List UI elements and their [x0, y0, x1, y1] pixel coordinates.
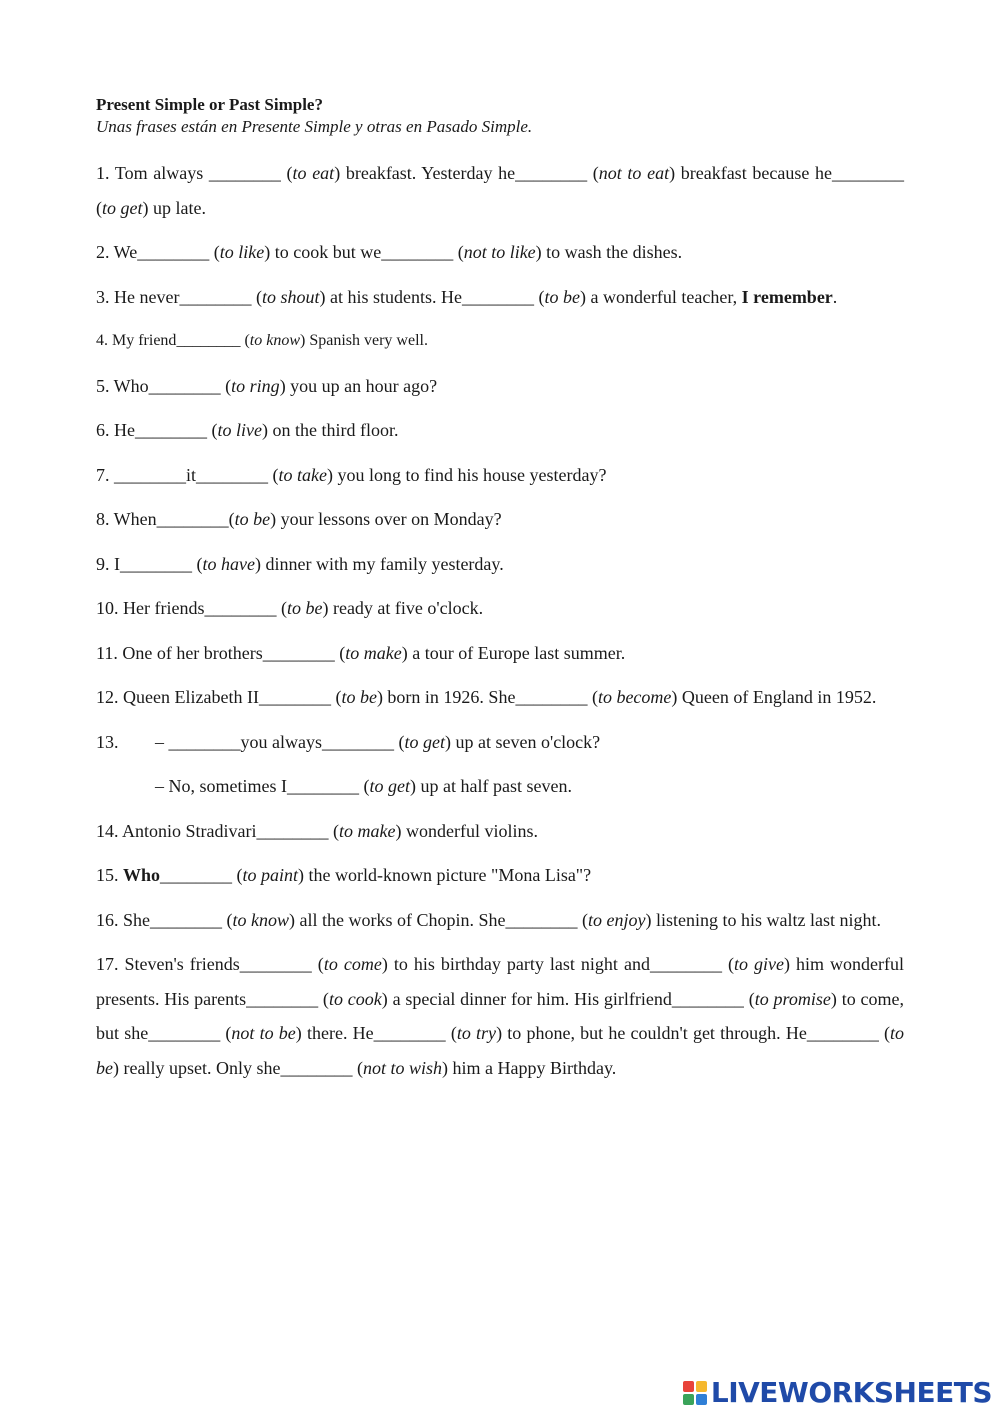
exercise-10: 10. Her friends________ (to be) ready at five o'clock.: [96, 598, 484, 618]
verb-hint: to know: [249, 332, 300, 349]
verb-hint: to promise: [754, 988, 831, 1009]
verb-hint: to enjoy: [587, 909, 646, 930]
logo-text: LIVEWORKSHEETS: [710, 1376, 992, 1409]
verb-hint: to make: [339, 820, 396, 841]
exercise-17: 17. Steven's friends________ (to come) to his birthday party last night and________ (to give) him wonderful presents. His parents________ (to cook) a special dinner for him. His girlfriend________ (to promise) to come, but she________ (not to be) there. He________ (to try) to phone, but he couldn't get through. He________ (to be) really upset. Only she________ (not to wish) him a Happy Birthday.: [96, 954, 905, 1078]
answer-blank[interactable]: ________: [196, 464, 269, 485]
answer-blank[interactable]: ________: [515, 163, 588, 183]
verb-hint: to know: [232, 909, 289, 930]
verb-hint: to be: [234, 509, 271, 529]
verb-hint: not to eat: [598, 163, 670, 183]
answer-blank[interactable]: ________: [135, 420, 207, 440]
verb-hint: to live: [217, 420, 262, 440]
answer-blank[interactable]: ________: [280, 1057, 353, 1078]
answer-blank[interactable]: ________: [150, 909, 222, 930]
answer-blank[interactable]: ________: [160, 865, 233, 885]
answer-blank[interactable]: ________: [179, 286, 252, 307]
exercise-3: 3. He never________ (to shout) at his students. He________ (to be) a wonderful teacher, I remember.: [96, 286, 838, 307]
liveworksheets-logo: [683, 1376, 992, 1409]
exercise-14: 14. Antonio Stradivari________ (to make) wonderful violins.: [96, 820, 538, 841]
answer-blank[interactable]: ________: [204, 598, 277, 618]
answer-blank[interactable]: ________: [120, 553, 192, 574]
answer-blank[interactable]: ________: [649, 954, 722, 974]
worksheet-title: Present Simple or Past Simple?: [96, 95, 323, 114]
answer-blank[interactable]: ________: [176, 332, 241, 349]
verb-hint: to eat: [292, 163, 335, 183]
exercise-9: 9. I________ (to have) dinner with my family yesterday.: [96, 553, 504, 574]
exercise-6: 6. He________ (to live) on the third floor.: [96, 420, 399, 440]
verb-hint: not to be: [231, 1023, 296, 1043]
exercise-5: 5. Who________ (to ring) you up an hour ago?: [96, 375, 438, 396]
answer-blank[interactable]: ________: [831, 163, 904, 183]
exercise-8: 8. When________(to be) your lessons over on Monday?: [96, 509, 502, 529]
verb-hint: to get: [369, 776, 410, 796]
answer-blank[interactable]: ________: [239, 954, 312, 974]
verb-hint: not to like: [463, 242, 536, 262]
answer-blank[interactable]: ________: [246, 988, 319, 1009]
answer-blank[interactable]: ________: [114, 464, 186, 485]
answer-blank[interactable]: ________: [258, 687, 331, 707]
answer-blank[interactable]: ________: [321, 731, 394, 752]
verb-hint: to be: [341, 687, 377, 707]
verb-hint: to take: [278, 464, 327, 485]
answer-blank[interactable]: ________: [461, 286, 534, 307]
verb-hint: to ring: [231, 375, 280, 396]
verb-hint: to be: [544, 286, 580, 307]
exercise-2: 2. We________ (to like) to cook but we________ (not to like) to wash the dishes.: [96, 242, 683, 262]
exercise-11: 11. One of her brothers________ (to make) a tour of Europe last summer.: [96, 642, 626, 663]
exercise-4: 4. My friend________ (to know) Spanish very well.: [96, 332, 428, 349]
answer-blank[interactable]: ________: [515, 687, 588, 707]
verb-hint: to get: [102, 197, 143, 218]
answer-blank[interactable]: ________: [806, 1023, 879, 1043]
verb-hint: to cook: [328, 988, 382, 1009]
exercise-13: 13. – ________you always________ (to get) up at seven o'clock?: [96, 731, 601, 752]
answer-blank[interactable]: ________: [148, 1023, 221, 1043]
exercise-1: 1. Tom always ________ (to eat) breakfast. Yesterday he________ (not to eat) breakfast because he________ (to get) up late.: [96, 163, 904, 218]
verb-hint: not to wish: [362, 1057, 442, 1078]
verb-hint: to be: [286, 598, 323, 618]
exercise-7: 7. ________it________ (to take) you long to find his house yesterday?: [96, 464, 607, 485]
answer-blank[interactable]: ________: [671, 988, 744, 1009]
answer-blank[interactable]: ________: [208, 163, 281, 183]
exercise-16: 16. She________ (to know) all the works of Chopin. She________ (to enjoy) listening to his waltz last night.: [96, 909, 881, 930]
answer-blank[interactable]: ________: [373, 1023, 446, 1043]
verb-hint: to make: [345, 642, 402, 663]
answer-blank[interactable]: ________: [262, 642, 335, 663]
answer-blank[interactable]: ________: [287, 776, 359, 796]
exercise-13-reply: – No, sometimes I________ (to get) up at half past seven.: [155, 776, 572, 796]
answer-blank[interactable]: ________: [137, 242, 210, 262]
verb-hint: to try: [456, 1023, 497, 1043]
verb-hint: to get: [404, 731, 445, 752]
worksheet-instructions: Unas frases están en Presente Simple y otras en Pasado Simple.: [96, 117, 533, 136]
verb-hint: to have: [202, 553, 255, 574]
exercise-12: 12. Queen Elizabeth II________ (to be) born in 1926. She________ (to become) Queen of England in 1952.: [96, 687, 877, 707]
answer-blank[interactable]: ________: [168, 731, 241, 752]
answer-blank[interactable]: ________: [156, 509, 229, 529]
verb-hint: to come: [323, 954, 382, 974]
verb-hint: to become: [597, 687, 672, 707]
verb-hint: to shout: [261, 286, 320, 307]
verb-hint: to like: [219, 242, 265, 262]
exercise-15: 15. Who________ (to paint) the world-known picture "Mona Lisa"?: [96, 865, 592, 885]
answer-blank[interactable]: ________: [381, 242, 454, 262]
answer-blank[interactable]: ________: [148, 375, 221, 396]
logo-grid-icon: [683, 1381, 707, 1405]
verb-hint: to give: [733, 954, 784, 974]
verb-hint: to be: [96, 1023, 905, 1078]
worksheet: [96, 94, 904, 1095]
answer-blank[interactable]: ________: [256, 820, 329, 841]
answer-blank[interactable]: ________: [505, 909, 578, 930]
verb-hint: to paint: [242, 865, 299, 885]
